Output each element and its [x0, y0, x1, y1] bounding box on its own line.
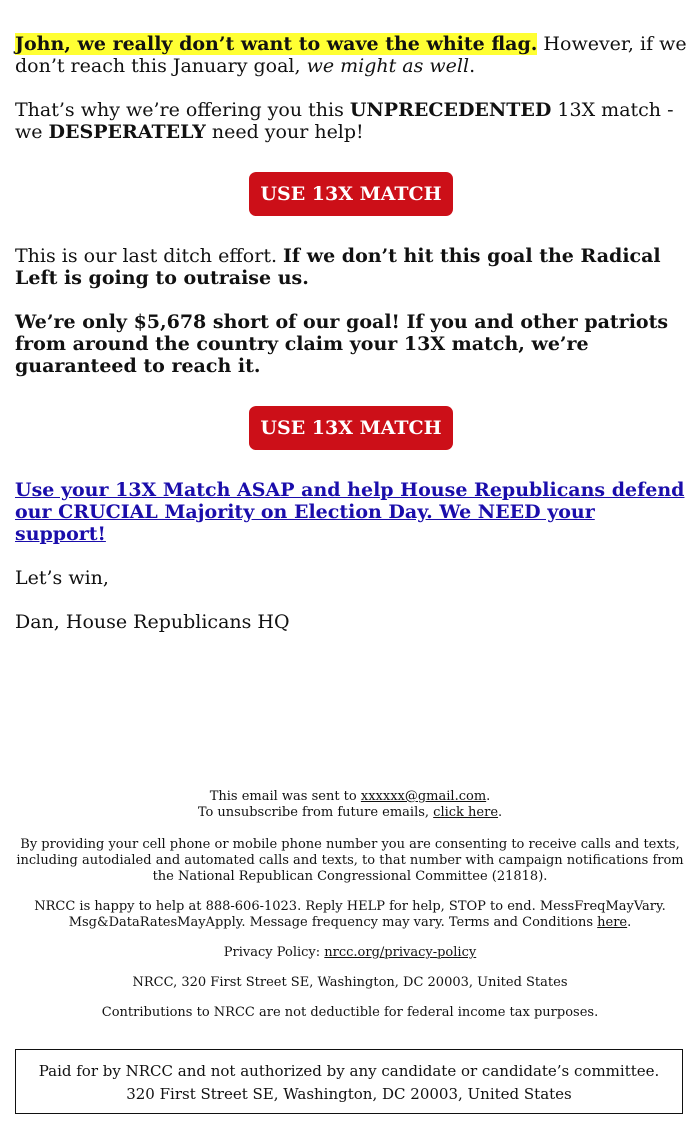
signature: Dan, House Republicans HQ [15, 611, 290, 633]
terms-link[interactable]: here [597, 915, 628, 930]
address-line: NRCC, 320 First Street SE, Washington, DC 20003, United States [132, 975, 568, 990]
tax-disclaimer: Contributions to NRCC are not deductible for federal income tax purposes. [101, 1005, 599, 1020]
intro-highlight: John, we really don’t want to wave the white flag. [15, 33, 538, 55]
effort-bold: If we don’t hit this goal the Radical Left is going to outraise us. [15, 245, 661, 289]
privacy-text: Privacy Policy: [223, 945, 325, 960]
unsubscribe-text: To unsubscribe from future emails, [197, 805, 434, 820]
intro-text: However, if we don’t reach this January goal, [15, 33, 687, 77]
offer-text-3: need your help! [205, 121, 364, 143]
unsubscribe-suffix: . [498, 805, 503, 820]
email-body [15, 33, 687, 633]
privacy-policy-link[interactable]: nrcc.org/privacy-policy [324, 945, 477, 960]
main-link-paragraph [15, 479, 687, 545]
sent-to-suffix: . [486, 789, 491, 804]
offer-text-1: That’s why we’re offering you this [15, 99, 350, 121]
offer-bold-1: UNPRECEDENTED [349, 99, 552, 121]
intro-paragraph [15, 33, 687, 77]
footer [15, 789, 685, 1021]
effort-paragraph [15, 245, 687, 289]
cta-wrapper-2 [15, 406, 687, 450]
intro-italic: we might as well [306, 55, 470, 77]
consent-text: By providing your cell phone or mobile phone number you are consenting to receive calls and texts, including autodialed and automated calls and texts, to that number with campaign notifications from the National Republican Congressional Committee (21818). [16, 837, 684, 884]
paid-for-disclaimer: Paid for by NRCC and not authorized by any candidate or candidate’s committee. 320 First Street SE, Washington, DC 20003, United States [15, 1049, 683, 1114]
effort-text: This is our last ditch effort. [15, 245, 284, 267]
sent-to-text: This email was sent to [209, 789, 361, 804]
use-match-button-2[interactable]: USE 13X MATCH [249, 406, 452, 450]
help-line [15, 899, 685, 931]
help-text: NRCC is happy to help at 888-606-1023. Reply HELP for help, STOP to end. MessFreqMayVary. Msg&DataRatesMayApply. Message frequency may vary. Terms and Conditions [34, 899, 666, 930]
offer-bold-2: DESPERATELY [48, 121, 206, 143]
intro-period: . [469, 55, 476, 77]
use-match-button-1[interactable]: USE 13X MATCH [249, 172, 452, 216]
use-match-link[interactable]: Use your 13X Match ASAP and help House Republicans defend our CRUCIAL Majority on Election Day. We NEED your support! [15, 479, 685, 545]
offer-paragraph [15, 99, 687, 143]
closing: Let’s win, [15, 567, 109, 589]
privacy-line [15, 945, 685, 961]
unsubscribe-line [15, 805, 685, 821]
cta-wrapper-1 [15, 172, 687, 216]
short-of-goal-paragraph: We’re only $5,678 short of our goal! If you and other patriots from around the country claim your 13X match, we’re guaranteed to reach it. [15, 311, 669, 377]
unsubscribe-link[interactable]: click here [433, 805, 499, 820]
recipient-email-link[interactable]: xxxxxx@gmail.com [360, 789, 487, 804]
sent-to-line [15, 789, 685, 805]
help-suffix: . [627, 915, 632, 930]
offer-text-2: 13X match - we [15, 99, 674, 143]
